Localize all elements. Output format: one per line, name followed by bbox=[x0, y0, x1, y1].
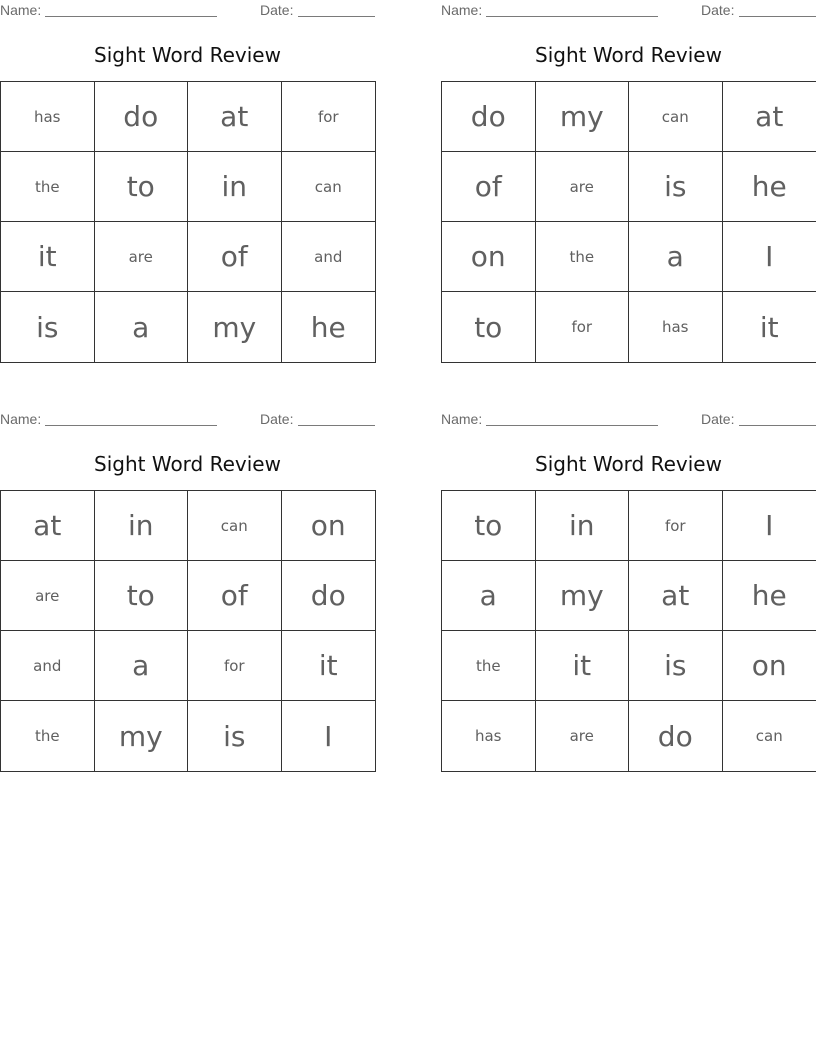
date-blank-line bbox=[298, 425, 375, 426]
word-cell: a bbox=[95, 292, 189, 362]
word-cell: for bbox=[536, 292, 630, 362]
word-cell: in bbox=[188, 152, 282, 222]
word-grid bbox=[0, 81, 376, 363]
word-cell: is bbox=[629, 631, 723, 701]
word-grid bbox=[441, 490, 816, 772]
word-cell: I bbox=[324, 719, 333, 753]
name-label: Name: bbox=[441, 2, 483, 18]
worksheet-card-3 bbox=[0, 409, 375, 774]
word-cell: at bbox=[723, 82, 816, 152]
word-cell: do bbox=[629, 701, 723, 771]
word-grid bbox=[0, 490, 376, 772]
word-cell: the bbox=[1, 152, 95, 222]
word-cell: on bbox=[282, 491, 376, 561]
card-title: Sight Word Review bbox=[535, 43, 722, 67]
word-cell: of bbox=[188, 222, 282, 292]
word-cell: of bbox=[188, 561, 282, 631]
card-title: Sight Word Review bbox=[94, 452, 281, 476]
word-cell: can bbox=[629, 82, 723, 152]
word-cell: and bbox=[1, 631, 95, 701]
word-cell: to bbox=[442, 292, 536, 362]
word-cell: are bbox=[1, 561, 95, 631]
word-cell: do bbox=[282, 561, 376, 631]
word-cell: in bbox=[95, 491, 189, 561]
date-label: Date: bbox=[701, 411, 735, 427]
word-cell: it bbox=[759, 310, 779, 344]
word-cell: and bbox=[282, 222, 376, 292]
date-label: Date: bbox=[260, 2, 294, 18]
word-cell: for bbox=[188, 631, 282, 701]
card-header bbox=[441, 411, 816, 427]
word-cell: my bbox=[536, 561, 630, 631]
word-cell: my bbox=[536, 82, 630, 152]
name-blank-line bbox=[486, 16, 658, 17]
word-cell: of bbox=[442, 152, 536, 222]
word-cell: can bbox=[282, 152, 376, 222]
name-label: Name: bbox=[0, 2, 42, 18]
word-cell: it bbox=[282, 631, 376, 701]
word-cell: is bbox=[188, 701, 282, 771]
word-cell: in bbox=[536, 491, 630, 561]
worksheet-card-4 bbox=[441, 409, 816, 774]
name-blank-line bbox=[45, 16, 217, 17]
word-cell: it bbox=[536, 631, 630, 701]
date-blank-line bbox=[739, 16, 816, 17]
name-label: Name: bbox=[0, 411, 42, 427]
word-cell: has bbox=[629, 292, 723, 362]
word-cell: are bbox=[95, 222, 189, 292]
word-cell: a bbox=[95, 631, 189, 701]
word-cell: the bbox=[1, 701, 95, 771]
word-cell: at bbox=[629, 561, 723, 631]
card-header bbox=[0, 2, 375, 18]
word-cell: the bbox=[442, 631, 536, 701]
card-title: Sight Word Review bbox=[535, 452, 722, 476]
word-cell: is bbox=[629, 152, 723, 222]
word-cell: the bbox=[536, 222, 630, 292]
word-cell: on bbox=[723, 631, 816, 701]
card-title: Sight Word Review bbox=[94, 43, 281, 67]
date-label: Date: bbox=[701, 2, 735, 18]
word-cell: at bbox=[1, 491, 95, 561]
word-cell: can bbox=[188, 491, 282, 561]
word-cell: my bbox=[188, 292, 282, 362]
date-blank-line bbox=[298, 16, 375, 17]
word-cell: is bbox=[1, 292, 95, 362]
name-blank-line bbox=[486, 425, 658, 426]
worksheet-card-2 bbox=[441, 0, 816, 365]
word-cell: he bbox=[310, 310, 346, 344]
word-cell: has bbox=[1, 82, 95, 152]
word-cell: it bbox=[1, 222, 95, 292]
word-cell: a bbox=[442, 561, 536, 631]
word-cell: to bbox=[442, 491, 536, 561]
worksheet-card-1 bbox=[0, 0, 375, 365]
word-cell: for bbox=[629, 491, 723, 561]
word-cell: on bbox=[442, 222, 536, 292]
word-cell: my bbox=[95, 701, 189, 771]
card-header bbox=[441, 2, 816, 18]
word-cell: he bbox=[723, 152, 816, 222]
card-header bbox=[0, 411, 375, 427]
date-label: Date: bbox=[260, 411, 294, 427]
word-grid bbox=[441, 81, 816, 363]
word-cell: at bbox=[188, 82, 282, 152]
word-cell: are bbox=[536, 701, 630, 771]
word-cell: do bbox=[442, 82, 536, 152]
word-cell: are bbox=[536, 152, 630, 222]
word-cell: has bbox=[442, 701, 536, 771]
name-blank-line bbox=[45, 425, 217, 426]
word-cell: do bbox=[95, 82, 189, 152]
name-label: Name: bbox=[441, 411, 483, 427]
word-cell: can bbox=[755, 727, 783, 745]
word-cell: he bbox=[723, 561, 816, 631]
word-cell: to bbox=[95, 152, 189, 222]
word-cell: I bbox=[723, 491, 816, 561]
word-cell: for bbox=[282, 82, 376, 152]
date-blank-line bbox=[739, 425, 816, 426]
word-cell: I bbox=[723, 222, 816, 292]
word-cell: a bbox=[629, 222, 723, 292]
word-cell: to bbox=[95, 561, 189, 631]
